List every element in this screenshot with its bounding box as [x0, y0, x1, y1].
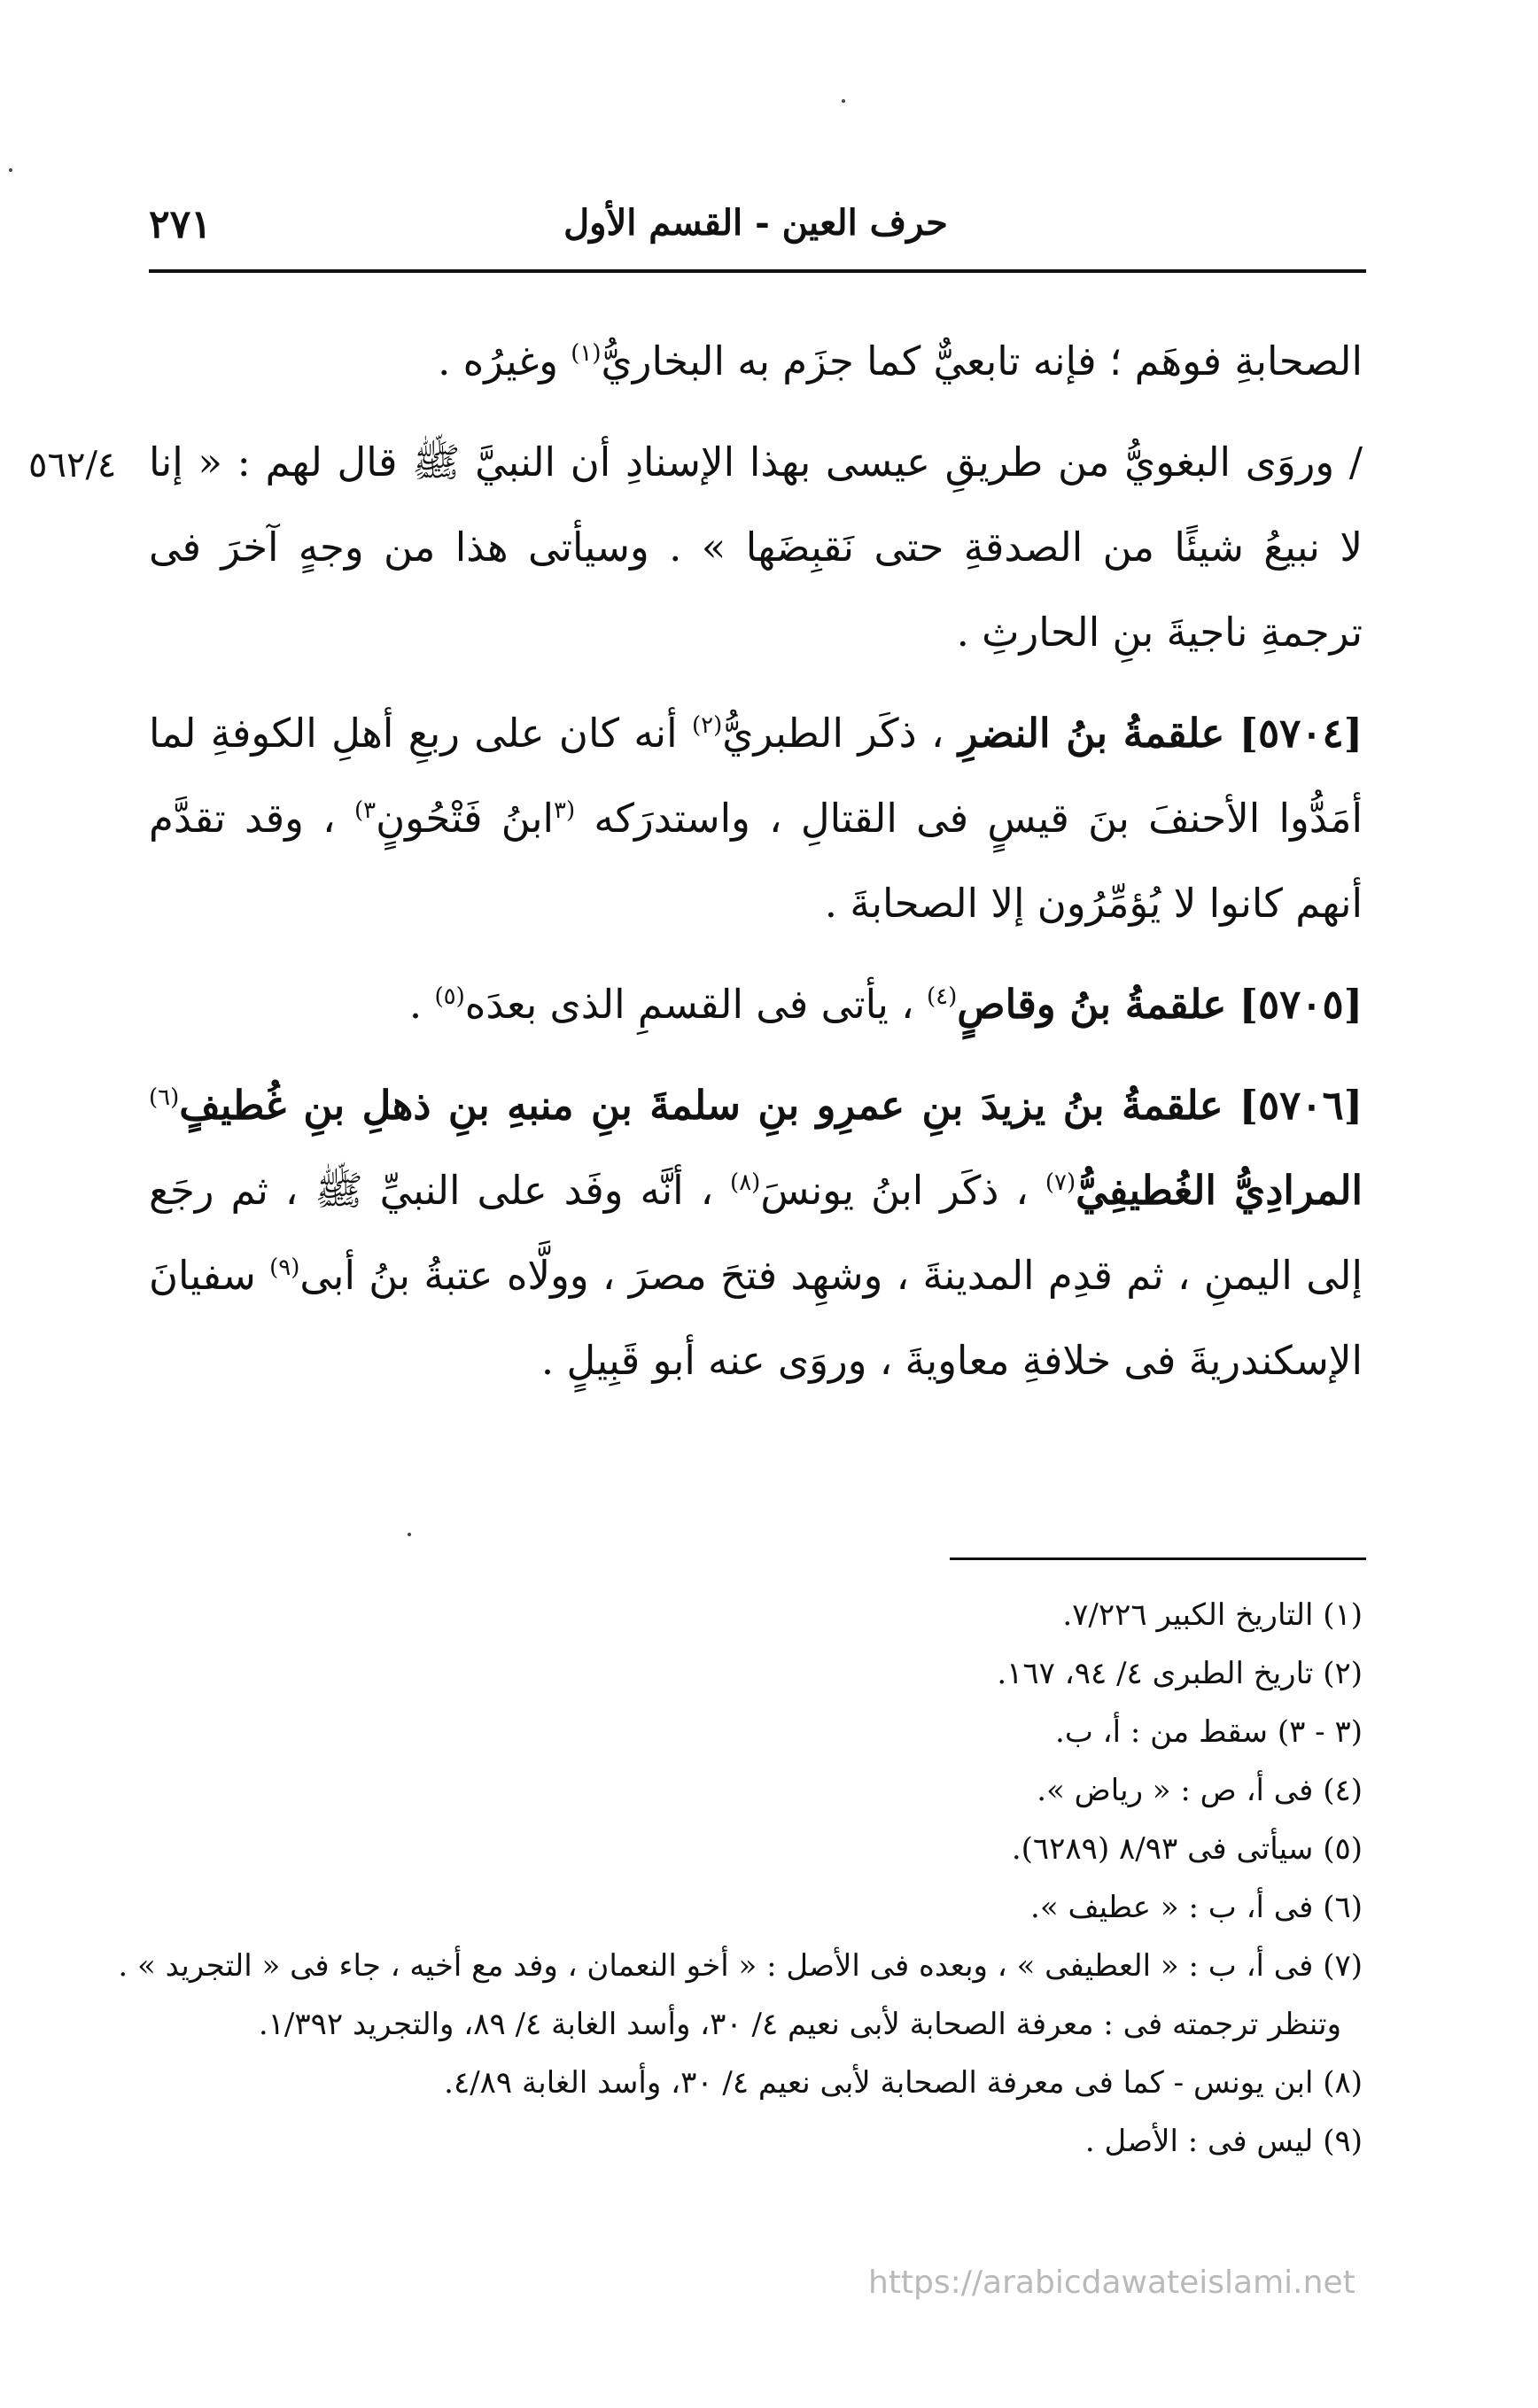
footnote-4: (٤) فى أ، ص : « رياض ».: [1037, 1773, 1363, 1808]
entry-name: علقمةُ بنُ يزيدَ بنِ عمرِو بنِ سلمةَ بنِ منبهِ بنِ ذهلِ بنِ غُطيفٍ: [179, 1082, 1223, 1129]
page-header: [149, 195, 1363, 257]
footnote-marker: (٤): [927, 983, 958, 1010]
entry-number: [٥٧٠٤]: [1239, 710, 1363, 757]
paragraph-baghawi: / وروَى البغويُّ من طريقِ عيسى بهذا الإسنادِ أن النبيَّ ﷺ قال لهم : « إنا لا نبيعُ شيئًا من الصدقةِ حتى نَقبِضَها » . وسيأتى هذا من وجهٍ آخرَ فى ترجمةِ ناجيةَ بنِ الحارثِ .: [149, 439, 1363, 656]
footnote-marker: (٩): [269, 1254, 300, 1281]
footnote-8: (٨) ابن يونس - كما فى معرفة الصحابة لأبى نعيم ٤/ ٣٠، وأسد الغابة ٤/٨٩.: [444, 2065, 1363, 2101]
footnote-marker: (٦): [149, 1084, 180, 1111]
entry-name: علقمةُ بنُ وقاصٍ: [957, 981, 1227, 1028]
paragraph-continuation: الصحابةِ فوهَم ؛ فإنه تابعيٌّ كما جزَم به البخاريُّ$^{(١)}$ وغيرُه .: [438, 338, 1363, 385]
scan-speck: [842, 99, 845, 103]
footnote-1: (١) التاريخ الكبير ٧/٢٢٦.: [1062, 1597, 1363, 1633]
page-number: ٢٧١: [149, 202, 212, 247]
source-watermark: https://arabicdawateislami.net: [868, 2264, 1355, 2301]
footnote-marker: (٢): [691, 712, 723, 739]
footnote-marker: (٣: [554, 797, 576, 824]
footnote-marker: (٧): [1045, 1169, 1076, 1196]
footnote-3: (٣ - ٣) سقط من : أ، ب.: [1055, 1714, 1363, 1750]
entry-number: [٥٧٠٦]: [1239, 1082, 1363, 1129]
entry-5706: [٥٧٠٦] علقمةُ بنُ يزيدَ بنِ عمرِو بنِ سلمةَ بنِ منبهِ بنِ ذهلِ بنِ غُطيفٍ$^{(٦)}$ المرادِيُّ الغُطيفِيُّ$^{(٧)}$ ، ذكَر ابنُ يونسَ$^{(٨)}$ ، أنَّه وفَد على النبيِّ ﷺ ، ثم رجَع إلى اليمنِ ، ثم قدِم المدينةَ ، وشهِد فتحَ مصرَ ، وولَّاه عتبةُ بنُ أبى$^{(٩)}$ سفيانَ الإسكندريةَ فى خلافةِ معاويةَ ، وروَى عنه أبو قَبِيلٍ .: [149, 1082, 1363, 1384]
header-rule: [149, 269, 1366, 273]
main-text: [149, 319, 1363, 1403]
entry-5704: [٥٧٠٤] علقمةُ بنُ النضرِ ، ذكَر الطبريُّ$^{(٢)}$ أنه كان على ربعِ أهلِ الكوفةِ لما أمَدُّوا الأحنفَ بنَ قيسٍ فى القتالِ ، واستدرَكه $^{(٣}$ابنُ فَتْحُونٍ$^{٣)}$ ، وقد تقدَّم أنهم كانوا لا يُؤمِّرُون إلا الصحابةَ .: [149, 710, 1363, 927]
entry-5705: [٥٧٠٥] علقمةُ بنُ وقاصٍ$^{(٤)}$ ، يأتى فى القسمِ الذى بعدَه$^{(٥)}$ .: [408, 981, 1363, 1028]
footnote-rule: [950, 1557, 1366, 1560]
footnote-marker: (٨): [730, 1169, 761, 1196]
footnote-marker: (٥): [434, 983, 465, 1010]
margin-reference: ٥٦٢/٤: [28, 445, 117, 485]
entry-name: علقمةُ بنُ النضرِ: [958, 710, 1225, 757]
footnotes: [118, 1586, 1363, 2171]
entry-number: [٥٧٠٥]: [1239, 981, 1363, 1028]
footnote-9: (٩) ليس فى : الأصل .: [1084, 2124, 1363, 2159]
footnote-6: (٦) فى أ، ب : « عطيف ».: [1030, 1890, 1363, 1925]
footnote-7-continuation: وتنظر ترجمته فى : معرفة الصحابة لأبى نعيم ٤/ ٣٠، وأسد الغابة ٤/ ٨٩، والتجريد ١/٣٩٢.: [258, 2007, 1341, 2042]
entry-name-nisba: المرادِيُّ الغُطيفِيُّ: [1076, 1167, 1363, 1214]
footnote-5: (٥) سيأتى فى ٨/٩٣ (٦٢٨٩).: [1011, 1831, 1363, 1867]
footnote-2: (٢) تاريخ الطبرى ٤/ ٩٤، ١٦٧.: [997, 1656, 1363, 1691]
scan-speck: [408, 1533, 411, 1536]
running-title: حرف العين - القسم الأول: [563, 202, 948, 244]
footnote-marker: ٣): [353, 797, 377, 824]
scan-speck: [9, 168, 12, 172]
footnote-7: (٧) فى أ، ب : « العطيفى » ، وبعده فى الأصل : « أخو النعمان ، وفد مع أخيه ، جاء فى « التجريد » .: [118, 1948, 1363, 1984]
footnote-marker: (١): [571, 340, 602, 367]
